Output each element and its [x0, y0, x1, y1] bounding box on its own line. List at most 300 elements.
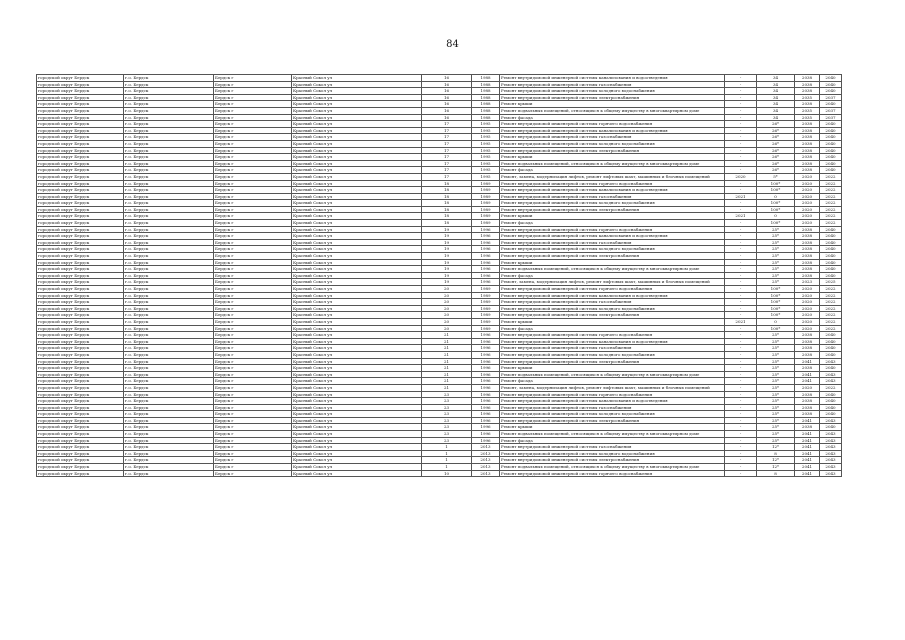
table-row — [37, 259, 842, 266]
district-cell: городской округ Бердск — [37, 398, 124, 405]
end-year-cell: 2043 — [820, 371, 842, 378]
district-cell: городской округ Бердск — [37, 444, 124, 451]
wear-cell: 0 — [757, 193, 795, 200]
wear-cell: 100* — [757, 220, 795, 227]
city-cell: Бердск г — [214, 384, 292, 391]
build-year-cell: 1996 — [472, 365, 500, 372]
city-cell: Бердск г — [214, 404, 292, 411]
district-cell: городской округ Бердск — [37, 213, 124, 220]
build-year-cell: 1989 — [472, 200, 500, 207]
municipality-cell: г.о. Бердск — [124, 147, 214, 154]
completed-year-cell: - — [725, 167, 757, 174]
table-body — [37, 75, 842, 477]
house-number-cell: 20 — [422, 325, 472, 332]
start-year-cell: 2038 — [795, 88, 820, 95]
start-year-cell: 2020 — [795, 200, 820, 207]
wear-cell: 100* — [757, 187, 795, 194]
house-number-cell: 20 — [422, 305, 472, 312]
build-year-cell: 1988 — [472, 107, 500, 114]
city-cell: Бердск г — [214, 470, 292, 477]
wear-cell: 100* — [757, 312, 795, 319]
city-cell: Бердск г — [214, 193, 292, 200]
city-cell: Бердск г — [214, 286, 292, 293]
house-number-cell: 23 — [422, 404, 472, 411]
start-year-cell: 2038 — [795, 233, 820, 240]
build-year-cell: 1988 — [472, 75, 500, 82]
table-row — [37, 457, 842, 464]
work-type-cell: Ремонт крыши — [500, 424, 725, 431]
house-number-cell: 16 — [422, 114, 472, 121]
work-type-cell: Ремонт, замена, модернизация лифтов, ремонт лифтовых шахт, машинных и блочных помещений — [500, 173, 725, 180]
work-type-cell: Ремонт подвальных помещений, относящихся к общему имуществу в многоквартирном доме — [500, 266, 725, 273]
build-year-cell: 1996 — [472, 424, 500, 431]
table-row — [37, 424, 842, 431]
build-year-cell: 1996 — [472, 431, 500, 438]
end-year-cell: 2022 — [820, 180, 842, 187]
wear-cell: 25* — [757, 345, 795, 352]
district-cell: городской округ Бердск — [37, 351, 124, 358]
municipality-cell: г.о. Бердск — [124, 154, 214, 161]
district-cell: городской округ Бердск — [37, 371, 124, 378]
table-row — [37, 94, 842, 101]
city-cell: Бердск г — [214, 266, 292, 273]
house-number-cell: 16 — [422, 75, 472, 82]
street-cell: Красный Сокол ул — [292, 371, 422, 378]
street-cell: Красный Сокол ул — [292, 332, 422, 339]
street-cell: Красный Сокол ул — [292, 266, 422, 273]
city-cell: Бердск г — [214, 226, 292, 233]
city-cell: Бердск г — [214, 292, 292, 299]
house-number-cell: 23 — [422, 398, 472, 405]
street-cell: Красный Сокол ул — [292, 391, 422, 398]
city-cell: Бердск г — [214, 351, 292, 358]
wear-cell: 26* — [757, 140, 795, 147]
house-number-cell: 18 — [422, 213, 472, 220]
street-cell: Красный Сокол ул — [292, 437, 422, 444]
district-cell: городской округ Бердск — [37, 107, 124, 114]
city-cell: Бердск г — [214, 121, 292, 128]
start-year-cell: 2041 — [795, 444, 820, 451]
city-cell: Бердск г — [214, 457, 292, 464]
district-cell: городской округ Бердск — [37, 378, 124, 385]
start-year-cell: 2020 — [795, 193, 820, 200]
house-number-cell: 23 — [422, 411, 472, 418]
wear-cell: 5* — [757, 173, 795, 180]
street-cell: Красный Сокол ул — [292, 417, 422, 424]
street-cell: Красный Сокол ул — [292, 424, 422, 431]
house-number-cell: 23 — [422, 424, 472, 431]
street-cell: Красный Сокол ул — [292, 253, 422, 260]
city-cell: Бердск г — [214, 180, 292, 187]
end-year-cell: 2040 — [820, 345, 842, 352]
work-type-cell: Ремонт фасада — [500, 272, 725, 279]
end-year-cell: 2040 — [820, 266, 842, 273]
municipality-cell: г.о. Бердск — [124, 272, 214, 279]
completed-year-cell: - — [725, 384, 757, 391]
house-number-cell: 16 — [422, 94, 472, 101]
district-cell: городской округ Бердск — [37, 384, 124, 391]
table-row — [37, 450, 842, 457]
end-year-cell: 2043 — [820, 358, 842, 365]
municipality-cell: г.о. Бердск — [124, 94, 214, 101]
table-row — [37, 358, 842, 365]
completed-year-cell: 2020 — [725, 173, 757, 180]
municipality-cell: г.о. Бердск — [124, 193, 214, 200]
district-cell: городской округ Бердск — [37, 345, 124, 352]
city-cell: Бердск г — [214, 233, 292, 240]
start-year-cell: 2020 — [795, 206, 820, 213]
city-cell: Бердск г — [214, 94, 292, 101]
city-cell: Бердск г — [214, 411, 292, 418]
work-type-cell: Ремонт внутридомовой инженерной системы горячего водоснабжения — [500, 226, 725, 233]
completed-year-cell: - — [725, 378, 757, 385]
completed-year-cell: - — [725, 351, 757, 358]
start-year-cell: 2020 — [795, 384, 820, 391]
wear-cell: 34 — [757, 81, 795, 88]
end-year-cell: 2022 — [820, 173, 842, 180]
house-number-cell: 23 — [422, 417, 472, 424]
start-year-cell: 2038 — [795, 101, 820, 108]
city-cell: Бердск г — [214, 246, 292, 253]
table-row — [37, 101, 842, 108]
street-cell: Красный Сокол ул — [292, 398, 422, 405]
work-type-cell: Ремонт крыши — [500, 154, 725, 161]
completed-year-cell: - — [725, 345, 757, 352]
municipality-cell: г.о. Бердск — [124, 253, 214, 260]
municipality-cell: г.о. Бердск — [124, 417, 214, 424]
start-year-cell: 2038 — [795, 404, 820, 411]
city-cell: Бердск г — [214, 160, 292, 167]
start-year-cell: 2041 — [795, 378, 820, 385]
district-cell: городской округ Бердск — [37, 411, 124, 418]
street-cell: Красный Сокол ул — [292, 75, 422, 82]
municipality-cell: г.о. Бердск — [124, 259, 214, 266]
municipality-cell: г.о. Бердск — [124, 312, 214, 319]
wear-cell: 25* — [757, 391, 795, 398]
district-cell: городской округ Бердск — [37, 187, 124, 194]
build-year-cell: 2013 — [472, 464, 500, 471]
district-cell: городской округ Бердск — [37, 312, 124, 319]
work-type-cell: Ремонт внутридомовой инженерной системы электроснабжения — [500, 206, 725, 213]
end-year-cell: 2043 — [820, 464, 842, 471]
completed-year-cell: - — [725, 75, 757, 82]
table-row — [37, 292, 842, 299]
municipality-cell: г.о. Бердск — [124, 464, 214, 471]
wear-cell: 25* — [757, 272, 795, 279]
city-cell: Бердск г — [214, 140, 292, 147]
completed-year-cell: - — [725, 253, 757, 260]
house-number-cell: 16 — [422, 88, 472, 95]
district-cell: городской округ Бердск — [37, 233, 124, 240]
work-type-cell: Ремонт подвальных помещений, относящихся к общему имуществу в многоквартирном доме — [500, 464, 725, 471]
district-cell: городской округ Бердск — [37, 226, 124, 233]
build-year-cell: 1995 — [472, 160, 500, 167]
house-number-cell: 17 — [422, 121, 472, 128]
completed-year-cell: - — [725, 338, 757, 345]
completed-year-cell: - — [725, 457, 757, 464]
wear-cell: 34 — [757, 114, 795, 121]
municipality-cell: г.о. Бердск — [124, 200, 214, 207]
completed-year-cell: - — [725, 147, 757, 154]
city-cell: Бердск г — [214, 272, 292, 279]
start-year-cell: 2041 — [795, 450, 820, 457]
district-cell: городской округ Бердск — [37, 417, 124, 424]
work-type-cell: Ремонт крыши — [500, 365, 725, 372]
street-cell: Красный Сокол ул — [292, 127, 422, 134]
work-type-cell: Ремонт внутридомовой инженерной системы горячего водоснабжения — [500, 391, 725, 398]
end-year-cell: 2037 — [820, 94, 842, 101]
end-year-cell: 2040 — [820, 134, 842, 141]
house-number-cell: 21 — [422, 338, 472, 345]
table-row — [37, 140, 842, 147]
start-year-cell: 2041 — [795, 437, 820, 444]
street-cell: Красный Сокол ул — [292, 378, 422, 385]
table-row — [37, 167, 842, 174]
table-row — [37, 351, 842, 358]
street-cell: Красный Сокол ул — [292, 193, 422, 200]
end-year-cell: 2022 — [820, 286, 842, 293]
end-year-cell: 2040 — [820, 391, 842, 398]
work-type-cell: Ремонт внутридомовой инженерной системы газоснабжения — [500, 134, 725, 141]
page-number: 84 — [446, 39, 459, 50]
wear-cell: 25* — [757, 279, 795, 286]
street-cell: Красный Сокол ул — [292, 220, 422, 227]
work-type-cell: Ремонт внутридомовой инженерной системы газоснабжения — [500, 81, 725, 88]
table-row — [37, 444, 842, 451]
completed-year-cell: - — [725, 286, 757, 293]
district-cell: городской округ Бердск — [37, 431, 124, 438]
street-cell: Красный Сокол ул — [292, 187, 422, 194]
build-year-cell: 2013 — [472, 457, 500, 464]
house-number-cell: 21 — [422, 384, 472, 391]
municipality-cell: г.о. Бердск — [124, 398, 214, 405]
street-cell: Красный Сокол ул — [292, 233, 422, 240]
municipality-cell: г.о. Бердск — [124, 384, 214, 391]
build-year-cell: 1996 — [472, 253, 500, 260]
street-cell: Красный Сокол ул — [292, 470, 422, 477]
start-year-cell: 2020 — [795, 305, 820, 312]
work-type-cell: Ремонт внутридомовой инженерной системы электроснабжения — [500, 312, 725, 319]
house-number-cell: 19 — [422, 226, 472, 233]
table-row — [37, 332, 842, 339]
street-cell: Красный Сокол ул — [292, 286, 422, 293]
build-year-cell: 1996 — [472, 345, 500, 352]
start-year-cell: 2020 — [795, 325, 820, 332]
district-cell: городской округ Бердск — [37, 114, 124, 121]
work-type-cell: Ремонт внутридомовой инженерной системы горячего водоснабжения — [500, 332, 725, 339]
house-number-cell: 21 — [422, 358, 472, 365]
city-cell: Бердск г — [214, 398, 292, 405]
start-year-cell: 2038 — [795, 365, 820, 372]
start-year-cell: 2023 — [795, 279, 820, 286]
work-type-cell: Ремонт внутридомовой инженерной системы электроснабжения — [500, 358, 725, 365]
build-year-cell: 1989 — [472, 325, 500, 332]
completed-year-cell: - — [725, 81, 757, 88]
start-year-cell: 2041 — [795, 464, 820, 471]
municipality-cell: г.о. Бердск — [124, 226, 214, 233]
end-year-cell: 2043 — [820, 457, 842, 464]
completed-year-cell: - — [725, 450, 757, 457]
work-type-cell: Ремонт внутридомовой инженерной системы холодного водоснабжения — [500, 88, 725, 95]
district-cell: городской округ Бердск — [37, 253, 124, 260]
end-year-cell: 2043 — [820, 450, 842, 457]
work-type-cell: Ремонт внутридомовой инженерной системы электроснабжения — [500, 457, 725, 464]
district-cell: городской округ Бердск — [37, 365, 124, 372]
work-type-cell: Ремонт внутридомовой инженерной системы горячего водоснабжения — [500, 470, 725, 477]
city-cell: Бердск г — [214, 81, 292, 88]
municipality-cell: г.о. Бердск — [124, 279, 214, 286]
build-year-cell: 1996 — [472, 266, 500, 273]
street-cell: Красный Сокол ул — [292, 444, 422, 451]
build-year-cell: 1996 — [472, 378, 500, 385]
start-year-cell: 2020 — [795, 173, 820, 180]
municipality-cell: г.о. Бердск — [124, 404, 214, 411]
table-row — [37, 239, 842, 246]
district-cell: городской округ Бердск — [37, 272, 124, 279]
district-cell: городской округ Бердск — [37, 266, 124, 273]
end-year-cell: 2040 — [820, 127, 842, 134]
end-year-cell: 2040 — [820, 398, 842, 405]
completed-year-cell: - — [725, 391, 757, 398]
table-row — [37, 384, 842, 391]
completed-year-cell: - — [725, 272, 757, 279]
city-cell: Бердск г — [214, 437, 292, 444]
district-cell: городской округ Бердск — [37, 246, 124, 253]
municipality-cell: г.о. Бердск — [124, 444, 214, 451]
street-cell: Красный Сокол ул — [292, 94, 422, 101]
street-cell: Красный Сокол ул — [292, 431, 422, 438]
street-cell: Красный Сокол ул — [292, 358, 422, 365]
wear-cell: 25* — [757, 239, 795, 246]
table-row — [37, 266, 842, 273]
city-cell: Бердск г — [214, 213, 292, 220]
table-row — [37, 470, 842, 477]
start-year-cell: 2020 — [795, 318, 820, 325]
completed-year-cell: - — [725, 101, 757, 108]
house-number-cell: 1 — [422, 464, 472, 471]
municipality-cell: г.о. Бердск — [124, 358, 214, 365]
build-year-cell: 1996 — [472, 404, 500, 411]
district-cell: городской округ Бердск — [37, 318, 124, 325]
start-year-cell: 2038 — [795, 239, 820, 246]
city-cell: Бердск г — [214, 378, 292, 385]
municipality-cell: г.о. Бердск — [124, 431, 214, 438]
wear-cell: 25* — [757, 417, 795, 424]
work-type-cell: Ремонт, замена, модернизация лифтов, ремонт лифтовых шахт, машинных и блочных помещений — [500, 384, 725, 391]
table-row — [37, 160, 842, 167]
start-year-cell: 2038 — [795, 338, 820, 345]
work-type-cell: Ремонт внутридомовой инженерной системы холодного водоснабжения — [500, 450, 725, 457]
table-row — [37, 88, 842, 95]
district-cell: городской округ Бердск — [37, 259, 124, 266]
wear-cell: 26* — [757, 127, 795, 134]
end-year-cell: 2043 — [820, 437, 842, 444]
district-cell: городской округ Бердск — [37, 101, 124, 108]
completed-year-cell: - — [725, 279, 757, 286]
build-year-cell: 1995 — [472, 167, 500, 174]
build-year-cell: 1989 — [472, 206, 500, 213]
end-year-cell: 2040 — [820, 75, 842, 82]
completed-year-cell: - — [725, 127, 757, 134]
work-type-cell: Ремонт внутридомовой инженерной системы горячего водоснабжения — [500, 121, 725, 128]
table-row — [37, 75, 842, 82]
wear-cell: 26* — [757, 147, 795, 154]
end-year-cell: 2043 — [820, 444, 842, 451]
start-year-cell: 2038 — [795, 351, 820, 358]
city-cell: Бердск г — [214, 332, 292, 339]
completed-year-cell: - — [725, 444, 757, 451]
house-number-cell: 20 — [422, 292, 472, 299]
district-cell: городской округ Бердск — [37, 279, 124, 286]
district-cell: городской округ Бердск — [37, 332, 124, 339]
start-year-cell: 2041 — [795, 470, 820, 477]
city-cell: Бердск г — [214, 200, 292, 207]
completed-year-cell: - — [725, 424, 757, 431]
completed-year-cell: - — [725, 200, 757, 207]
street-cell: Красный Сокол ул — [292, 292, 422, 299]
municipality-cell: г.о. Бердск — [124, 220, 214, 227]
table-row — [37, 107, 842, 114]
completed-year-cell: - — [725, 404, 757, 411]
municipality-cell: г.о. Бердск — [124, 325, 214, 332]
house-number-cell: 23 — [422, 437, 472, 444]
end-year-cell: 2040 — [820, 81, 842, 88]
end-year-cell: 2040 — [820, 101, 842, 108]
street-cell: Красный Сокол ул — [292, 351, 422, 358]
work-type-cell: Ремонт внутридомовой инженерной системы электроснабжения — [500, 94, 725, 101]
table-row — [37, 431, 842, 438]
district-cell: городской округ Бердск — [37, 206, 124, 213]
work-type-cell: Ремонт фасада — [500, 220, 725, 227]
start-year-cell: 2038 — [795, 81, 820, 88]
wear-cell: 0 — [757, 318, 795, 325]
wear-cell: 34 — [757, 101, 795, 108]
completed-year-cell: - — [725, 233, 757, 240]
work-type-cell: Ремонт внутридомовой инженерной системы холодного водоснабжения — [500, 351, 725, 358]
street-cell: Красный Сокол ул — [292, 272, 422, 279]
end-year-cell: 2022 — [820, 318, 842, 325]
city-cell: Бердск г — [214, 107, 292, 114]
municipality-cell: г.о. Бердск — [124, 450, 214, 457]
street-cell: Красный Сокол ул — [292, 246, 422, 253]
end-year-cell: 2022 — [820, 213, 842, 220]
district-cell: городской округ Бердск — [37, 292, 124, 299]
end-year-cell: 2022 — [820, 384, 842, 391]
work-type-cell: Ремонт, замена, модернизация лифтов, ремонт лифтовых шахт, машинных и блочных помещений — [500, 279, 725, 286]
street-cell: Красный Сокол ул — [292, 299, 422, 306]
build-year-cell: 1989 — [472, 292, 500, 299]
work-type-cell: Ремонт фасада — [500, 325, 725, 332]
wear-cell: 25* — [757, 404, 795, 411]
city-cell: Бердск г — [214, 253, 292, 260]
start-year-cell: 2038 — [795, 140, 820, 147]
house-number-cell: 18 — [422, 193, 472, 200]
end-year-cell: 2025 — [820, 279, 842, 286]
wear-cell: 100* — [757, 299, 795, 306]
end-year-cell: 2040 — [820, 121, 842, 128]
district-cell: городской округ Бердск — [37, 147, 124, 154]
wear-cell: 100* — [757, 305, 795, 312]
build-year-cell: 1988 — [472, 81, 500, 88]
street-cell: Красный Сокол ул — [292, 173, 422, 180]
house-number-cell: 17 — [422, 147, 472, 154]
completed-year-cell: - — [725, 88, 757, 95]
street-cell: Красный Сокол ул — [292, 411, 422, 418]
district-cell: городской округ Бердск — [37, 140, 124, 147]
city-cell: Бердск г — [214, 279, 292, 286]
district-cell: городской округ Бердск — [37, 220, 124, 227]
house-number-cell: 17 — [422, 160, 472, 167]
